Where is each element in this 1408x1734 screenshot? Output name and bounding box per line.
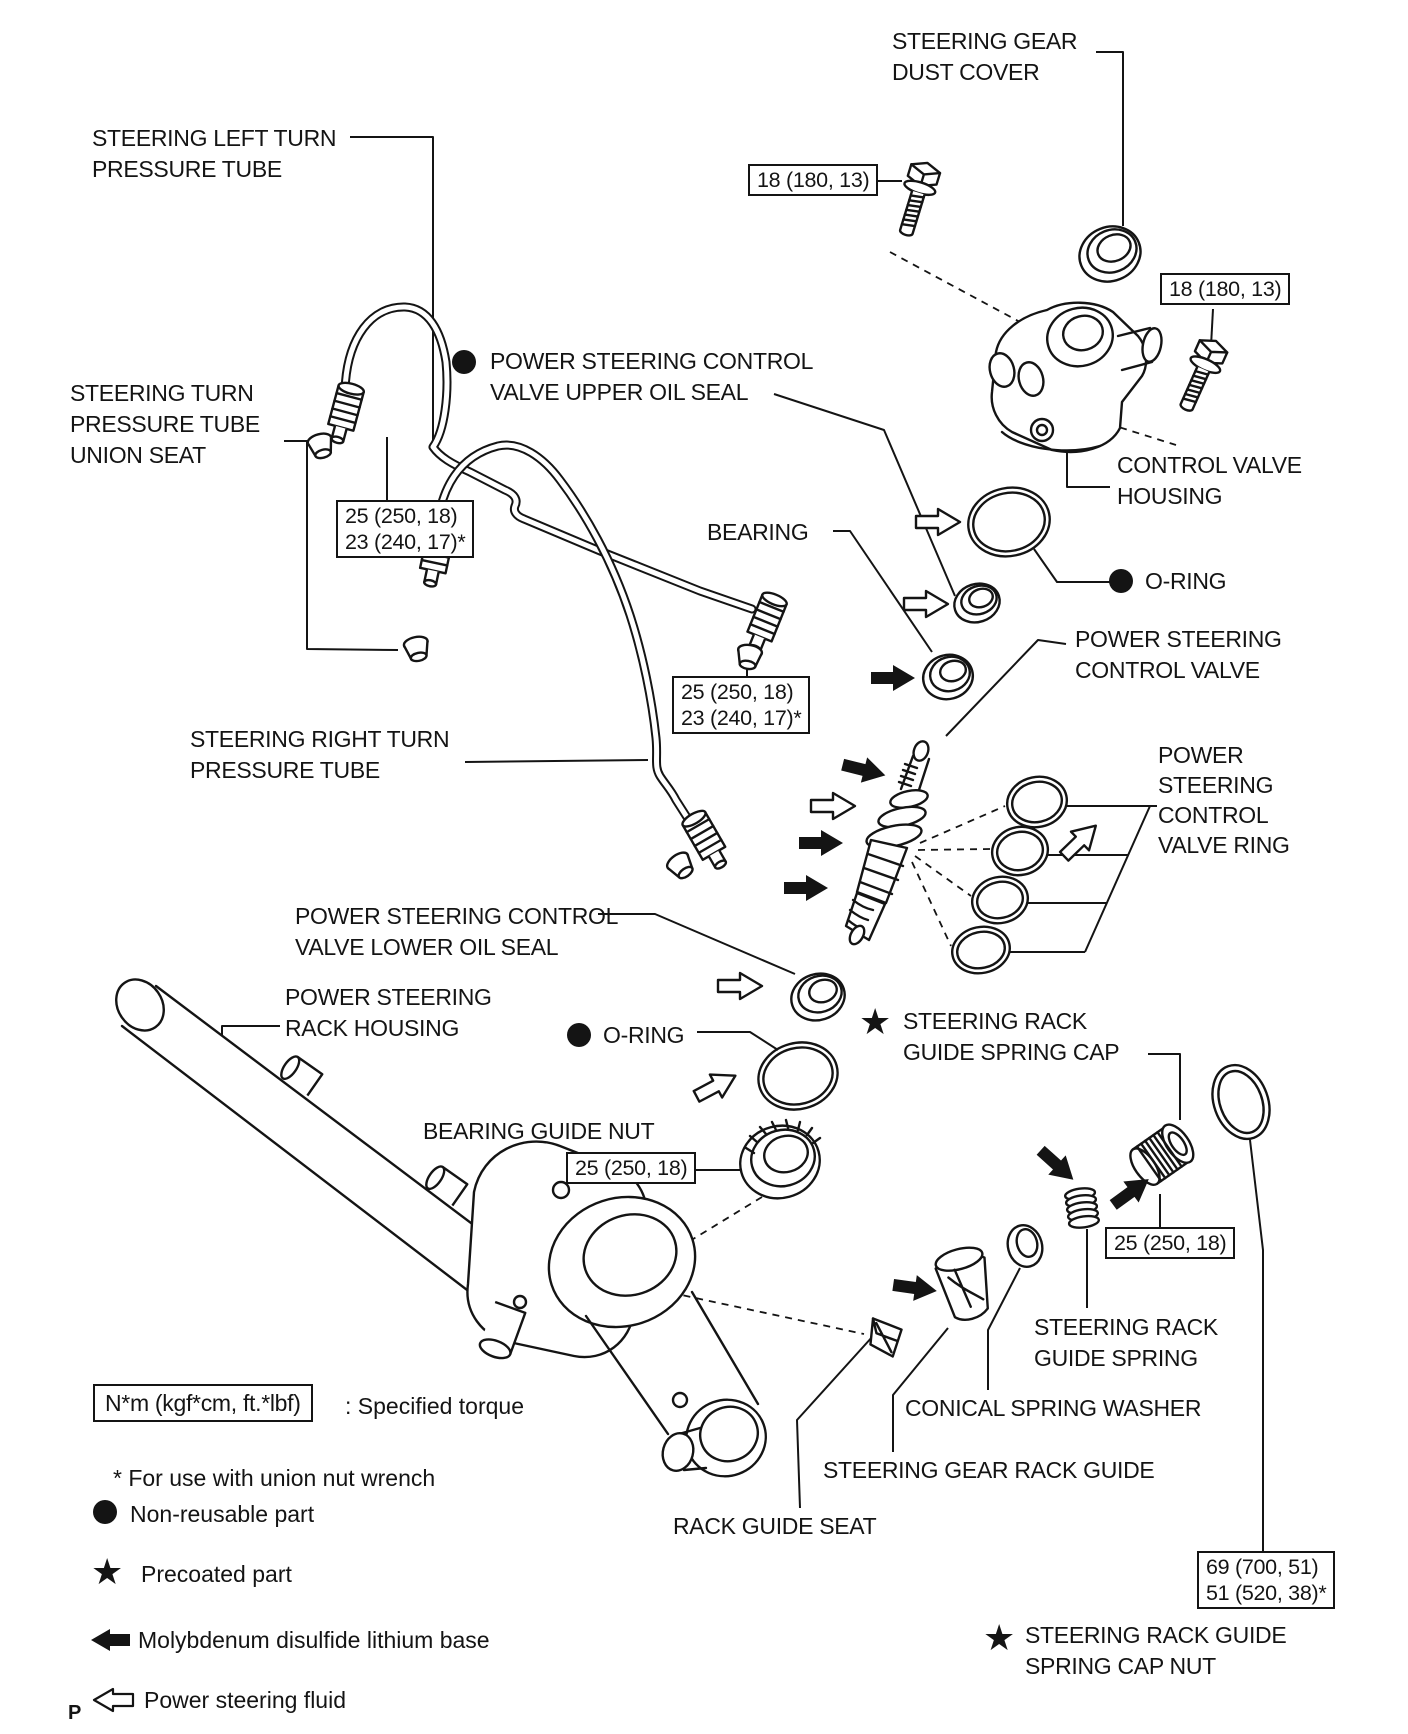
torque-box-spring-cap: 25 (250, 18) — [1105, 1227, 1235, 1259]
torque-box-spring-cap-nut: 69 (700, 51) 51 (520, 38)* — [1197, 1551, 1335, 1609]
steering-gear-dust-cover-seal — [1071, 217, 1149, 290]
legend-fluid: Power steering fluid — [144, 1686, 346, 1714]
legend-moly: Molybdenum disulfide lithium base — [138, 1626, 490, 1654]
rack-guide-seat-part — [867, 1318, 902, 1357]
label-o-ring-lower: O-RING — [603, 1020, 684, 1051]
non-reusable-icon — [567, 1023, 591, 1047]
torque-box-union-right: 25 (250, 18) 23 (240, 17)* — [672, 676, 810, 734]
label-steering-turn-pressure-tube-union-seat: STEERING TURN PRESSURE TUBE UNION SEAT — [70, 380, 260, 468]
housing-bolt-right — [1171, 334, 1231, 416]
bearing-guide-nut-part — [732, 1117, 828, 1207]
torque-box-bolt-right: 18 (180, 13) — [1160, 273, 1290, 305]
non-reusable-icon — [452, 350, 476, 374]
conical-spring-washer-part — [1003, 1221, 1047, 1270]
label-power-steering-control-valve: POWER STEERING CONTROL VALVE — [1075, 626, 1282, 683]
upper-oil-seal-part — [949, 578, 1004, 628]
label-bearing: BEARING — [707, 519, 809, 545]
union-seat-bottom — [664, 849, 697, 882]
bearing-part — [918, 649, 978, 704]
steering-rack-guide-spring-cap-part — [1124, 1119, 1199, 1190]
steering-right-turn-pressure-tube — [437, 445, 690, 822]
label-conical-spring-washer: CONICAL SPRING WASHER — [905, 1395, 1202, 1421]
control-valve-rings — [948, 771, 1072, 978]
torque-box-bearing-guide-nut: 25 (250, 18) — [566, 1152, 696, 1184]
label-control-valve-housing: CONTROL VALVE HOUSING — [1117, 452, 1302, 509]
o-ring-lower — [751, 1034, 845, 1118]
control-valve-housing-part — [986, 300, 1164, 452]
label-power-steering-rack-housing: POWER STEERING RACK HOUSING — [285, 984, 492, 1041]
label-lower-oil-seal: POWER STEERING CONTROL VALVE LOWER OIL SEAL — [295, 903, 619, 960]
label-steering-rack-guide-spring: STEERING RACK GUIDE SPRING — [1034, 1314, 1218, 1371]
steering-rack-guide-spring-part — [1064, 1187, 1099, 1230]
label-steering-rack-guide-spring-cap-nut: ★ STEERING RACK GUIDE SPRING CAP NUT — [983, 1617, 1287, 1679]
label-steering-left-turn-pressure-tube: STEERING LEFT TURN PRESSURE TUBE — [92, 125, 337, 182]
label-rack-guide-seat: RACK GUIDE SEAT — [673, 1513, 877, 1539]
steering-gear-rack-guide-part — [932, 1243, 999, 1325]
legend-torque-symbol-box: N*m (kgf*cm, ft.*lbf) — [93, 1384, 313, 1422]
union-seat-lower — [403, 635, 431, 663]
legend-non-reusable: Non-reusable part — [130, 1500, 314, 1528]
label-bearing-guide-nut: BEARING GUIDE NUT — [423, 1118, 655, 1144]
torque-box-bolt-left: 18 (180, 13) — [748, 164, 878, 196]
moly-arrow-icon — [88, 1627, 132, 1653]
union-seat-upper — [306, 431, 335, 460]
non-reusable-icon — [93, 1500, 117, 1524]
precoated-icon: ★ — [91, 1551, 124, 1592]
label-steering-gear-rack-guide: STEERING GEAR RACK GUIDE — [823, 1457, 1155, 1483]
label-steering-rack-guide-spring-cap: ★ STEERING RACK GUIDE SPRING CAP — [859, 1001, 1120, 1065]
label-steering-gear-dust-cover: STEERING GEAR DUST COVER — [892, 28, 1078, 85]
lower-oil-seal-part — [785, 967, 851, 1027]
union-seat-right — [735, 643, 763, 671]
non-reusable-icon — [1109, 569, 1133, 593]
precoated-icon: ★ — [859, 1001, 891, 1042]
fluid-arrow-icon — [90, 1686, 136, 1714]
page-footer-mark: P — [68, 1702, 82, 1724]
torque-box-union-left: 25 (250, 18) 23 (240, 17)* — [336, 500, 474, 558]
o-ring-upper — [962, 480, 1056, 564]
label-upper-oil-seal: POWER STEERING CONTROL VALVE UPPER OIL SEAL — [490, 346, 813, 408]
precoated-icon: ★ — [983, 1617, 1015, 1658]
spring-cap-seal-ring — [1203, 1057, 1280, 1147]
label-steering-right-turn-pressure-tube: STEERING RIGHT TURN PRESSURE TUBE — [190, 726, 450, 783]
label-control-valve-ring: POWER STEERING CONTROL VALVE RING — [1158, 742, 1290, 858]
legend-union-wrench-note: * For use with union nut wrench — [113, 1465, 436, 1491]
label-o-ring-upper: O-RING — [1145, 566, 1226, 597]
legend-precoated: ★ Precoated part — [91, 1551, 292, 1592]
housing-bolt-left — [890, 158, 943, 239]
legend-torque-meaning: : Specified torque — [345, 1393, 525, 1419]
